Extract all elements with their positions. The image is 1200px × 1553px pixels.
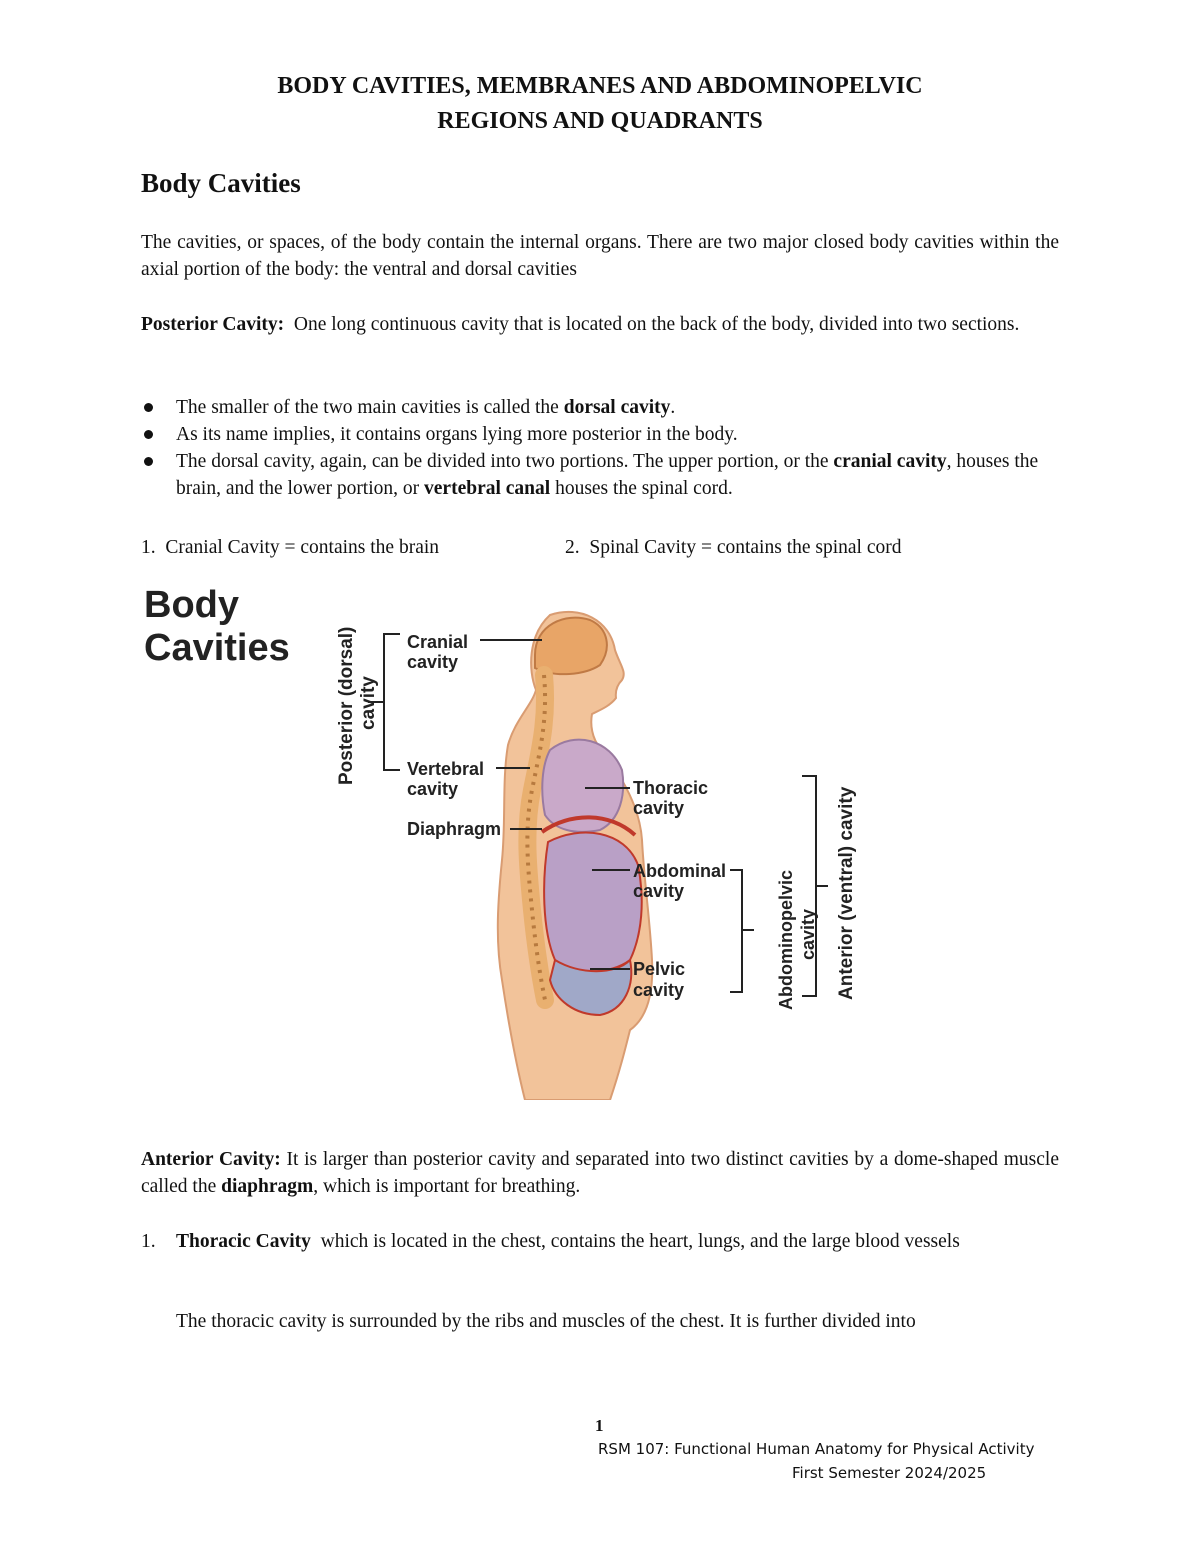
thoracic-list-item: 1. Thoracic Cavity which is located in the chest, contains the heart, lungs, and the large blood vessels xyxy=(141,1231,960,1252)
page-number: 1 xyxy=(595,1416,604,1435)
posterior-label: Posterior Cavity: xyxy=(141,314,285,335)
vertebral-label-line1: Vertebral xyxy=(407,759,485,779)
intro-paragraph: The cavities, or spaces, of the body contain the internal organs. There are two major closed body cavities within the axial portion of the body: the ventral and dorsal cavities xyxy=(141,232,1059,280)
abdominopelvic-label-line2: cavity xyxy=(798,908,818,960)
figure-title-line1: Body xyxy=(144,584,239,626)
body-cavities-figure xyxy=(130,580,870,1100)
thoracic-subtext: The thoracic cavity is surrounded by the ribs and muscles of the chest. It is further divided into xyxy=(176,1311,916,1332)
thoracic-label-line1: Thoracic xyxy=(633,778,709,798)
posterior-paragraph xyxy=(141,311,1059,338)
cranial-label-line2: cavity xyxy=(407,652,459,672)
list-item: The dorsal cavity, again, can be divided into two portions. The upper portion, or the cranial cavity, houses the brain, and the lower portion, or vertebral canal houses the spinal cord. xyxy=(141,448,1059,502)
anterior-group-label: Anterior (ventral) cavity xyxy=(836,786,857,1000)
posterior-bracket xyxy=(368,634,400,770)
posterior-bullets xyxy=(141,394,1059,502)
posterior-text: One long continuous cavity that is located on the back of the body, divided into two sections. xyxy=(293,314,1020,335)
vertebral-label-line2: cavity xyxy=(407,779,459,799)
anterior-bracket xyxy=(802,776,828,996)
document-title-line1: BODY CAVITIES, MEMBRANES AND ABDOMINOPELVIC xyxy=(277,73,923,99)
diaphragm-label: Diaphragm xyxy=(407,819,502,839)
pelvic-label-line2: cavity xyxy=(633,980,685,1000)
body-illustration xyxy=(498,612,652,1100)
thoracic-label-line2: cavity xyxy=(633,798,685,818)
pelvic-label-line1: Pelvic xyxy=(633,959,686,979)
abdominal-label-line1: Abdominal xyxy=(633,861,726,881)
abdominal-label-line2: cavity xyxy=(633,881,685,901)
list-item: The smaller of the two main cavities is called the dorsal cavity. xyxy=(141,394,1059,421)
footer-course: RSM 107: Functional Human Anatomy for Physical Activity xyxy=(598,1440,1035,1458)
cranial-label-line1: Cranial xyxy=(407,632,469,652)
section-heading: Body Cavities xyxy=(141,168,301,198)
abdominopelvic-bracket xyxy=(730,870,754,992)
figure-title-line2: Cavities xyxy=(144,627,290,669)
cranial-list-item: 1. Cranial Cavity = contains the brain xyxy=(141,537,440,558)
footer-semester: First Semester 2024/2025 xyxy=(792,1464,987,1482)
anterior-paragraph: Anterior Cavity: It is larger than posterior cavity and separated into two distinct cavities by a dome-shaped muscle called the diaphragm, which is important for breathing. xyxy=(141,1149,1059,1197)
posterior-group-label-line2: cavity xyxy=(358,676,379,730)
document-title-line2: REGIONS AND QUADRANTS xyxy=(437,108,763,134)
list-item: As its name implies, it contains organs lying more posterior in the body. xyxy=(141,421,1059,448)
anterior-label: Anterior Cavity: xyxy=(141,1149,281,1170)
posterior-group-label-line1: Posterior (dorsal) xyxy=(336,626,357,785)
abdominopelvic-label-line1: Abdominopelvic xyxy=(776,869,796,1010)
spinal-list-item: 2. Spinal Cavity = contains the spinal cord xyxy=(565,537,902,558)
